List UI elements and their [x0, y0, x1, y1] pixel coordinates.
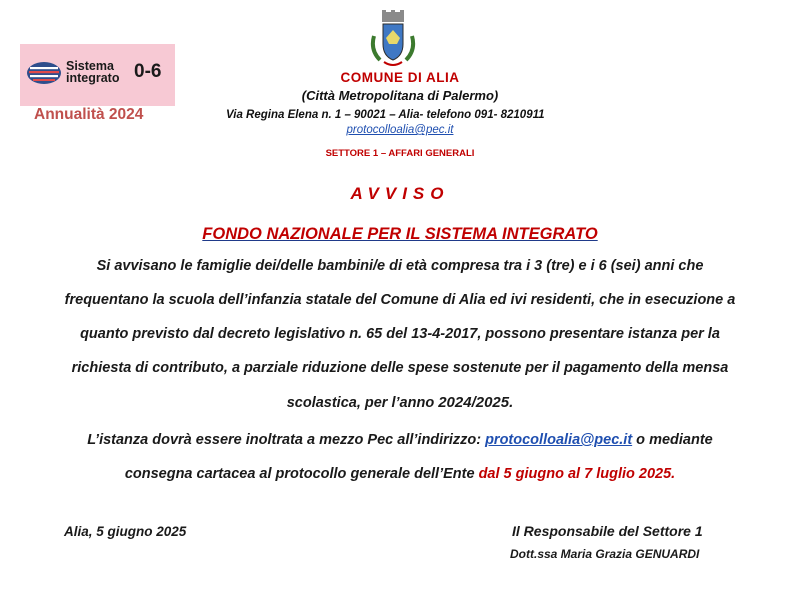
avviso-title: AVVISO	[350, 184, 450, 203]
body-line-2: frequentano la scuola dell’infanzia statale del Comune di Alia ed ivi residenti, che in esecuzione a	[64, 292, 736, 308]
body-line-1: Si avvisano le famiglie dei/delle bambini/e di età compresa tra i 3 (tre) e i 6 (sei) anni che	[96, 258, 704, 274]
annualita-label: Annualità 2024	[34, 106, 144, 123]
body-line-3: quanto previsto dal decreto legislativo n. 65 del 13-4-2017, possono presentare istanza per la	[80, 326, 720, 342]
place-date: Alia, 5 giugno 2025	[64, 524, 187, 539]
body-line-6-text: L’istanza dovrà essere inoltrata a mezzo Pec all’indirizzo:	[87, 432, 486, 448]
address: Via Regina Elena n. 1 – 90021 – Alia- telefono 091- 8210911	[226, 109, 545, 121]
responsabile-title: Il Responsabile del Settore 1	[512, 523, 703, 539]
citta-subtitle: (Città Metropolitana di Palermo)	[301, 88, 499, 103]
comune-title: COMUNE DI ALIA	[340, 70, 460, 85]
body-line-4: richiesta di contributo, a parziale riduzione delle spese sostenute per il pagamento della mensa	[71, 360, 729, 376]
fondo-title: FONDO NAZIONALE PER IL SISTEMA INTEGRATO	[202, 225, 598, 243]
body-line-6-suffix: o mediante	[632, 432, 713, 448]
pec-email-link-header[interactable]: protocolloalia@pec.it	[346, 124, 454, 136]
body-line-7	[0, 466, 800, 482]
pec-email-link-body[interactable]: protocolloalia@pec.it	[485, 432, 633, 448]
municipal-crest-icon	[370, 10, 416, 68]
school-year: 2024/2025.	[438, 394, 514, 411]
settore-label: SETTORE 1 – AFFARI GENERALI	[325, 148, 475, 159]
logo-line1: Sistema	[66, 59, 114, 73]
logo-suffix: 0-6	[134, 61, 162, 82]
body-line-5	[0, 394, 800, 411]
body-line-5-text: scolastica, per l’anno	[286, 395, 439, 411]
logo-line2: integrato	[66, 71, 120, 85]
body-line-7-text: consegna cartacea al protocollo generale dell’Ente	[124, 466, 479, 482]
body-line-6	[0, 432, 800, 448]
responsabile-name: Dott.ssa Maria Grazia GENUARDI	[510, 547, 700, 561]
deadline-dates: dal 5 giugno al 7 luglio 2025.	[478, 466, 676, 482]
